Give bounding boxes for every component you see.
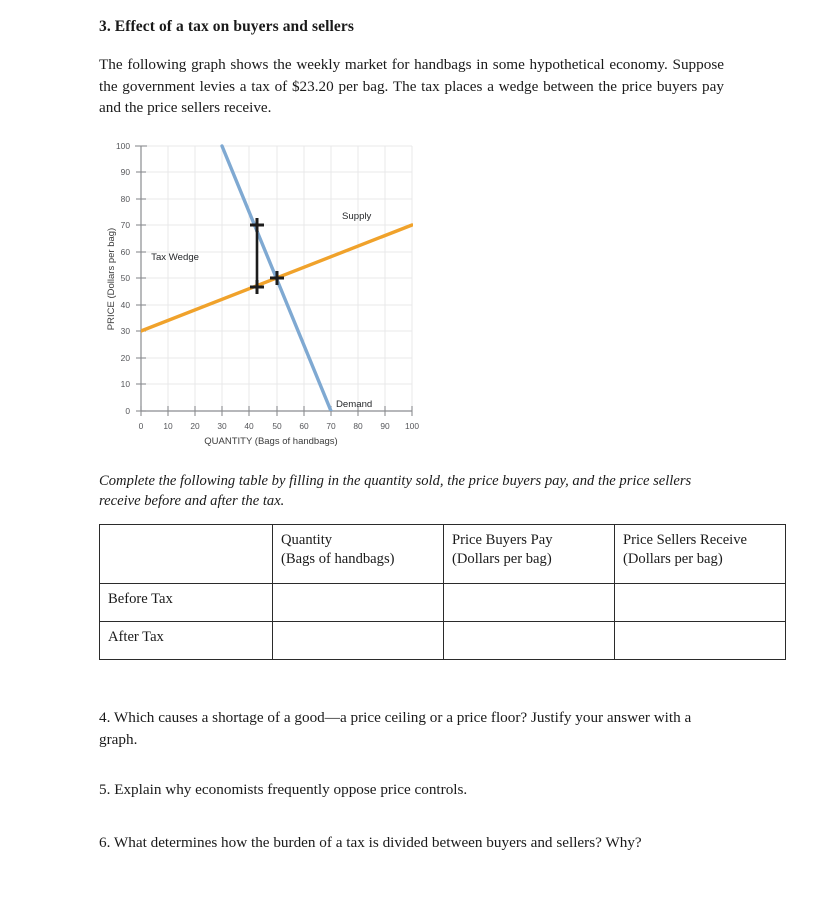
x-tick-100: 100	[405, 421, 419, 431]
x-tick-80: 80	[353, 421, 363, 431]
cell-before-tax-quantity[interactable]	[273, 584, 444, 622]
tax-wedge-label: Tax Wedge	[151, 252, 199, 263]
demand-label: Demand	[336, 399, 373, 410]
y-tick-10: 10	[120, 379, 130, 389]
quantity-header-line2: (Bags of handbags)	[281, 550, 395, 567]
x-tick-40: 40	[244, 421, 254, 431]
cell-before-tax-price-sellers-receive[interactable]	[615, 584, 786, 622]
row-label-after-tax: After Tax	[100, 622, 273, 660]
page-title: 3. Effect of a tax on buyers and sellers	[99, 18, 354, 35]
supply-demand-chart	[99, 135, 439, 450]
cell-after-tax-price-buyers-pay[interactable]	[444, 622, 615, 660]
question-4: 4. Which causes a shortage of a good—a price ceiling or a price floor? Justify your answer with a graph.	[99, 709, 692, 748]
y-tick-100: 100	[116, 141, 130, 151]
y-tick-80: 80	[120, 194, 130, 204]
y-tick-60: 60	[120, 247, 130, 257]
x-tick-30: 30	[217, 421, 227, 431]
marker-equilibrium	[270, 271, 284, 285]
tax-effects-table	[99, 524, 786, 660]
y-tick-0: 0	[125, 406, 130, 416]
chart-svg	[99, 135, 439, 450]
sellers-header-line1: Price Sellers Receive	[623, 532, 747, 548]
x-axis-title: QUANTITY (Bags of handbags)	[204, 436, 338, 447]
table-header-price-buyers-pay	[444, 525, 615, 584]
question-6: 6. What determines how the burden of a tax is divided between buyers and sellers? Why?	[99, 834, 642, 851]
x-tick-0: 0	[138, 421, 144, 431]
y-tick-90: 90	[120, 167, 130, 177]
x-axis-tick-labels	[139, 421, 420, 431]
question-5: 5. Explain why economists frequently oppose price controls.	[99, 781, 468, 798]
row-label-before-tax: Before Tax	[100, 584, 273, 622]
y-tick-40: 40	[120, 300, 130, 310]
x-tick-20: 20	[190, 421, 200, 431]
supply-label: Supply	[342, 211, 372, 222]
x-tick-90: 90	[380, 421, 390, 431]
y-tick-30: 30	[120, 326, 130, 336]
table-header-quantity	[273, 525, 444, 584]
intro-paragraph: The following graph shows the weekly market for handbags in some hypothetical economy. Suppose the government levies a tax of $23.20 per bag. The tax places a wedge between the price buyers pay and the price sellers receive.	[99, 56, 724, 116]
table-header-row	[100, 525, 786, 584]
table-header-price-sellers-receive	[615, 525, 786, 584]
sellers-header-line2: (Dollars per bag)	[623, 550, 723, 567]
x-tick-10: 10	[163, 421, 173, 431]
table-header-corner	[100, 525, 273, 584]
buyers-header-line2: (Dollars per bag)	[452, 550, 552, 567]
y-axis-title: PRICE (Dollars per bag)	[106, 227, 117, 331]
cell-after-tax-quantity[interactable]	[273, 622, 444, 660]
table-instruction: Complete the following table by filling in the quantity sold, the price buyers pay, and the price sellers receive before and after the tax.	[99, 473, 692, 509]
cell-after-tax-price-sellers-receive[interactable]	[615, 622, 786, 660]
y-tick-70: 70	[120, 220, 130, 230]
cell-before-tax-price-buyers-pay[interactable]	[444, 584, 615, 622]
x-tick-60: 60	[299, 421, 309, 431]
x-tick-70: 70	[326, 421, 336, 431]
y-tick-20: 20	[120, 353, 130, 363]
table-row	[100, 622, 786, 660]
y-tick-50: 50	[120, 273, 130, 283]
x-tick-50: 50	[272, 421, 282, 431]
buyers-header-line1: Price Buyers Pay	[452, 532, 553, 548]
y-axis-tick-labels	[116, 141, 130, 416]
table-row	[100, 584, 786, 622]
quantity-header-line1: Quantity	[281, 532, 333, 548]
